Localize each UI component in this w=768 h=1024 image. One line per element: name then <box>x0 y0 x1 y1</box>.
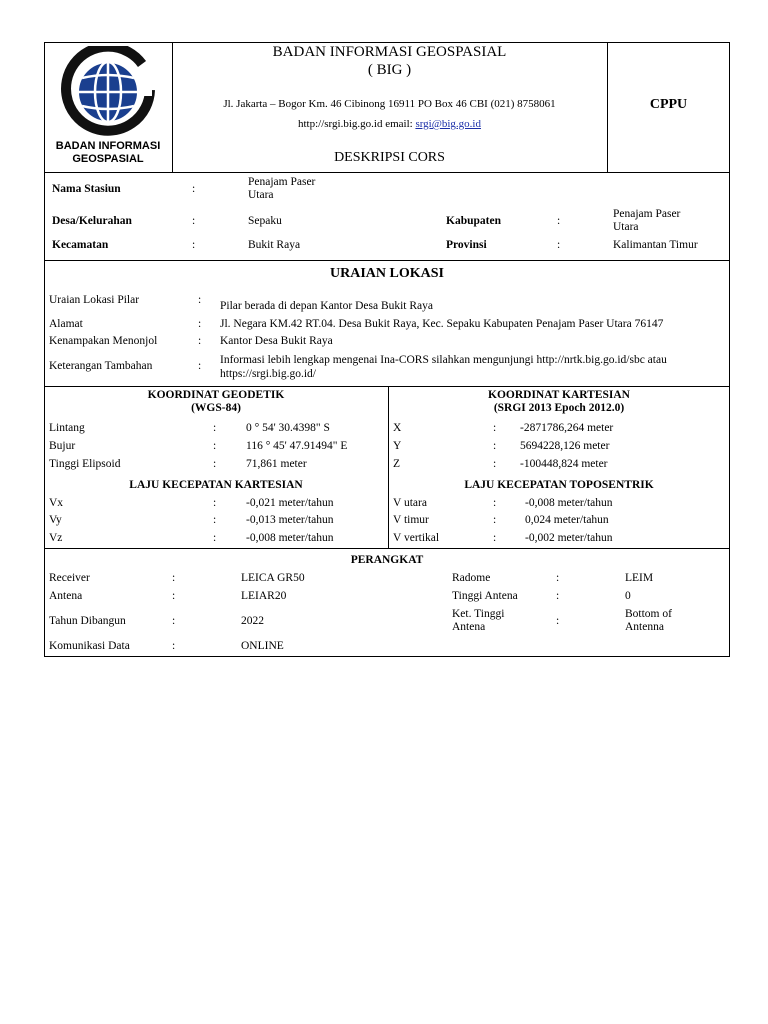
kabupaten-colon: : <box>557 215 561 227</box>
nama-stasiun-value <box>248 176 315 202</box>
web-prefix: http://srgi.big.go.id email: <box>298 118 416 130</box>
kabupaten-value-line2: Utara <box>613 221 639 233</box>
z-colon: : <box>493 458 497 470</box>
kabupaten-value <box>613 208 680 234</box>
email-link[interactable]: srgi@big.go.id <box>415 118 481 130</box>
x-colon: : <box>493 422 497 434</box>
station-code: CPPU <box>649 97 688 112</box>
komunikasi-label: Komunikasi Data <box>49 640 130 652</box>
kecamatan-value: Bukit Raya <box>248 239 301 251</box>
vz-label: Vz <box>49 532 63 544</box>
kartesian-title-line2: (SRGI 2013 Epoch 2012.0) <box>493 402 625 414</box>
nama-stasiun-value-line1: Penajam Paser <box>248 176 316 188</box>
x-label: X <box>393 422 402 434</box>
pilar-label: Uraian Lokasi Pilar <box>49 294 140 306</box>
tinggi-elipsoid-value: 71,861 meter <box>246 458 307 470</box>
ket-tinggi-label <box>452 608 504 634</box>
tinggi-antena-label: Tinggi Antena <box>452 590 518 602</box>
nama-stasiun-value-line2: Utara <box>248 189 274 201</box>
tahun-label: Tahun Dibangun <box>49 615 126 627</box>
komunikasi-colon: : <box>172 640 176 652</box>
lintang-label: Lintang <box>49 422 85 434</box>
kenampakan-colon: : <box>198 335 202 347</box>
keterangan-label: Keterangan Tambahan <box>49 360 153 372</box>
vutara-colon: : <box>493 497 497 509</box>
logo-caption <box>44 140 172 166</box>
header-bottom-line <box>44 172 730 173</box>
vvertikal-colon: : <box>493 532 497 544</box>
geodetik-title-line2: (WGS-84) <box>191 402 241 414</box>
alamat-value: Jl. Negara KM.42 RT.04. Desa Bukit Raya, Kec. Sepaku Kabupaten Penajam Paser Utara 76147 <box>220 318 664 330</box>
tahun-colon: : <box>172 615 176 627</box>
kabupaten-label: Kabupaten <box>446 215 501 227</box>
kecamatan-colon: : <box>192 239 196 251</box>
lintang-colon: : <box>213 422 217 434</box>
antena-label: Antena <box>49 590 83 602</box>
big-logo <box>52 46 164 136</box>
ket-tinggi-value <box>625 608 672 634</box>
ket-tinggi-value-line2: Antenna <box>625 621 664 633</box>
kenampakan-label: Kenampakan Menonjol <box>49 335 158 347</box>
logo-caption-line2: GEOSPASIAL <box>72 153 144 165</box>
vx-colon: : <box>213 497 217 509</box>
globe-logo-icon <box>52 46 164 136</box>
org-address: Jl. Jakarta – Bogor Km. 46 Cibinong 16911 PO Box 46 CBI (021) 8758061 <box>223 98 556 110</box>
org-name: BADAN INFORMASI GEOSPASIAL <box>272 44 507 60</box>
provinsi-value: Kalimantan Timur <box>613 239 698 251</box>
alamat-colon: : <box>198 318 202 330</box>
vz-value: -0,008 meter/tahun <box>246 532 334 544</box>
kecamatan-label: Kecamatan <box>52 239 109 251</box>
vtimur-label: V timur <box>393 514 429 526</box>
provinsi-colon: : <box>557 239 561 251</box>
provinsi-label: Provinsi <box>446 239 487 251</box>
kabupaten-value-line1: Penajam Paser <box>613 208 681 220</box>
tahun-value: 2022 <box>241 615 264 627</box>
vy-label: Vy <box>49 514 62 526</box>
vx-value: -0,021 meter/tahun <box>246 497 334 509</box>
nama-stasiun-label: Nama Stasiun <box>52 183 121 195</box>
pilar-value: Pilar berada di depan Kantor Desa Bukit Raya <box>220 300 434 312</box>
geodetik-title-line1: KOORDINAT GEODETIK <box>147 389 285 401</box>
vtimur-colon: : <box>493 514 497 526</box>
station-bottom-line <box>44 260 730 261</box>
y-colon: : <box>493 440 497 452</box>
tinggi-elipsoid-label: Tinggi Elipsoid <box>49 458 121 470</box>
org-web-email <box>172 118 607 130</box>
receiver-label: Receiver <box>49 572 90 584</box>
koordinat-bottom-line <box>44 548 730 549</box>
kartesian-title-line1: KOORDINAT KARTESIAN <box>488 389 630 401</box>
receiver-colon: : <box>172 572 176 584</box>
lokasi-title: URAIAN LOKASI <box>330 266 444 281</box>
x-value: -2871786,264 meter <box>520 422 614 434</box>
y-value: 5694228,126 meter <box>520 440 610 452</box>
lintang-value: 0 ° 54' 30.4398" S <box>246 422 330 434</box>
tinggi-antena-colon: : <box>556 590 560 602</box>
alamat-label: Alamat <box>49 318 83 330</box>
logo-caption-line1: BADAN INFORMASI <box>55 140 161 152</box>
pilar-colon: : <box>198 294 202 306</box>
kenampakan-value: Kantor Desa Bukit Raya <box>220 335 333 347</box>
radome-label: Radome <box>452 572 491 584</box>
perangkat-title: PERANGKAT <box>350 554 424 566</box>
laju-toposentrik-title: LAJU KECEPATAN TOPOSENTRIK <box>464 479 654 491</box>
vvertikal-value: -0,002 meter/tahun <box>525 532 613 544</box>
antena-colon: : <box>172 590 176 602</box>
vy-value: -0,013 meter/tahun <box>246 514 334 526</box>
ket-tinggi-colon: : <box>556 615 560 627</box>
vx-label: Vx <box>49 497 64 509</box>
keterangan-value <box>220 353 667 381</box>
vvertikal-label: V vertikal <box>393 532 440 544</box>
tinggi-antena-value: 0 <box>625 590 631 602</box>
desa-colon: : <box>192 215 196 227</box>
y-label: Y <box>393 440 402 452</box>
z-label: Z <box>393 458 401 470</box>
ket-tinggi-value-line1: Bottom of <box>625 608 672 620</box>
receiver-value: LEICA GR50 <box>241 572 305 584</box>
komunikasi-value: ONLINE <box>241 640 284 652</box>
vutara-value: -0,008 meter/tahun <box>525 497 613 509</box>
kartesian-title <box>388 389 730 415</box>
radome-colon: : <box>556 572 560 584</box>
vutara-label: V utara <box>393 497 427 509</box>
ket-tinggi-label-line2: Antena <box>452 621 486 633</box>
vy-colon: : <box>213 514 217 526</box>
org-abbr: ( BIG ) <box>367 62 412 78</box>
tinggi-elipsoid-colon: : <box>213 458 217 470</box>
lokasi-bottom-line <box>44 386 730 387</box>
geodetik-title <box>44 389 388 415</box>
bujur-colon: : <box>213 440 217 452</box>
keterangan-value-line2: https://srgi.big.go.id/ <box>220 368 316 380</box>
vtimur-value: 0,024 meter/tahun <box>525 514 609 526</box>
keterangan-colon: : <box>198 360 202 372</box>
ket-tinggi-label-line1: Ket. Tinggi <box>452 608 505 620</box>
antena-value: LEIAR20 <box>241 590 287 602</box>
desa-label: Desa/Kelurahan <box>52 215 132 227</box>
desa-value: Sepaku <box>248 215 282 227</box>
keterangan-value-line1: Informasi lebih lengkap mengenai Ina-CORS silahkan mengunjungi http://nrtk.big.go.id/sbc atau <box>220 354 667 366</box>
laju-kartesian-title: LAJU KECEPATAN KARTESIAN <box>129 479 303 491</box>
radome-value: LEIM <box>625 572 654 584</box>
vz-colon: : <box>213 532 217 544</box>
bujur-value: 116 ° 45' 47.91494" E <box>246 440 348 452</box>
bujur-label: Bujur <box>49 440 76 452</box>
nama-stasiun-colon: : <box>192 183 196 195</box>
doc-title: DESKRIPSI CORS <box>334 150 445 165</box>
z-value: -100448,824 meter <box>520 458 608 470</box>
